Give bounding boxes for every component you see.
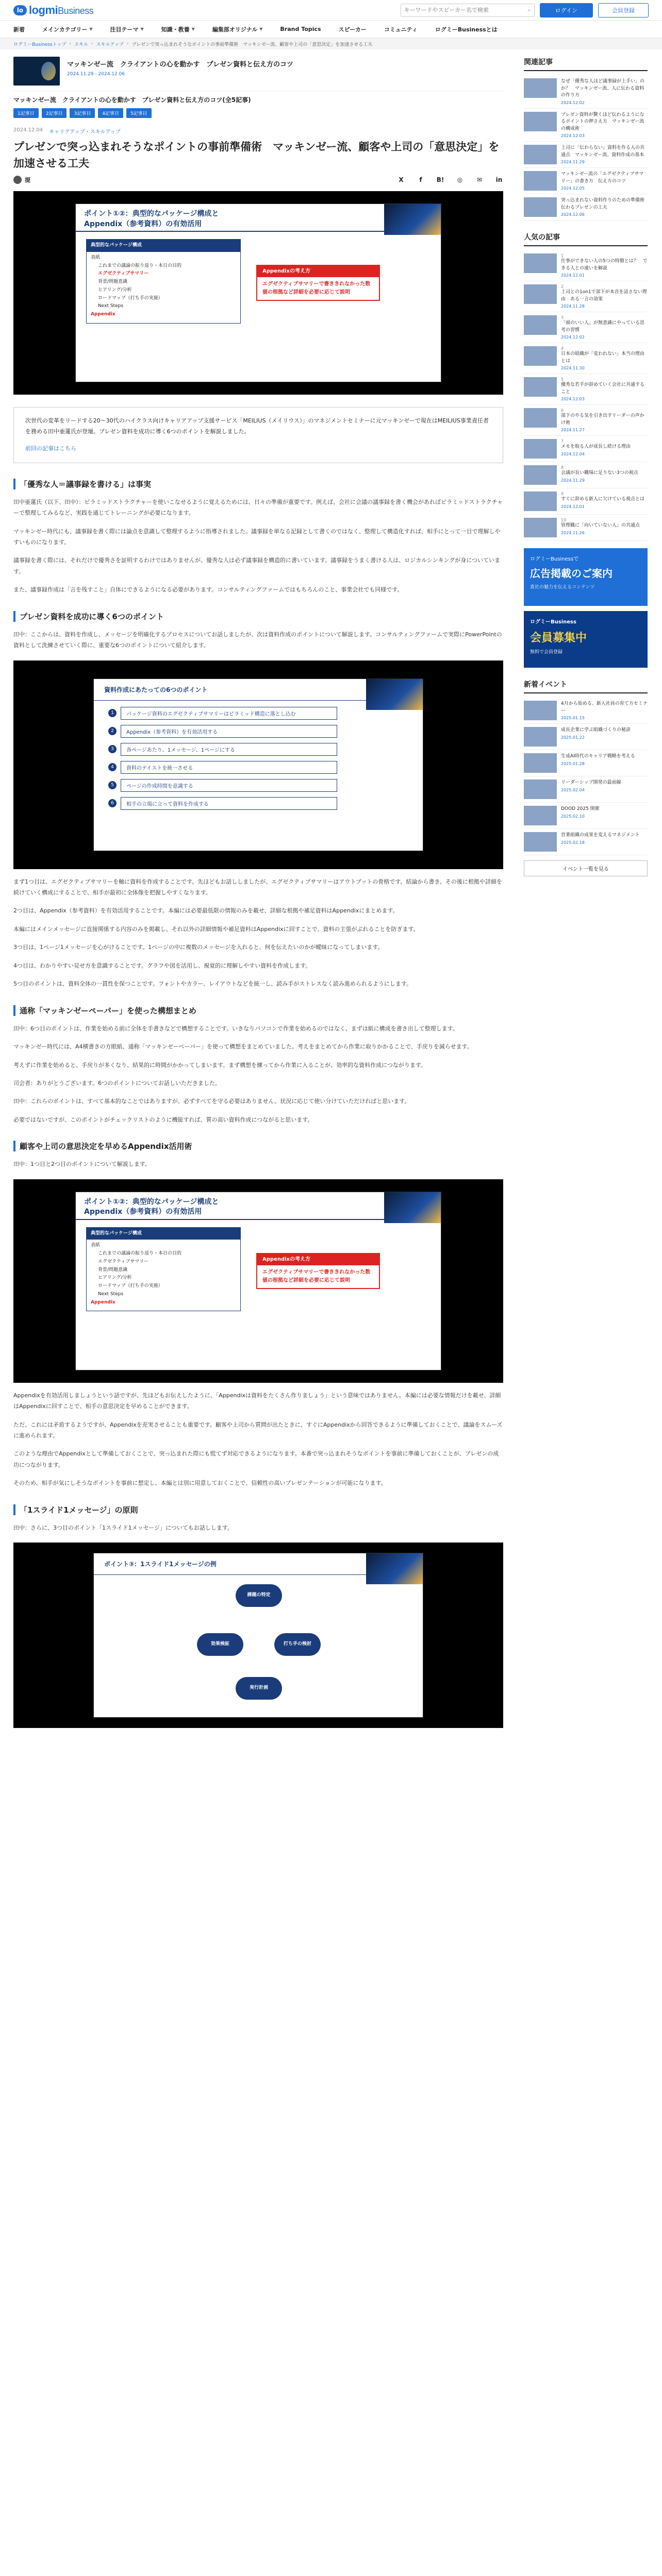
- paragraph: 田中亜蓮氏（以下、田中）：ピラミッドストラクチャーを使いこなせるように覚えるためには、日々の準備が重要です。例えば、会社に会議の議事録を書く機会があればピラミッドストラクチャーで整理してみるなど、実践を通じてトレーニングが必要になります。: [13, 498, 503, 517]
- thumbnail: [524, 727, 557, 747]
- speaker-photo: [384, 204, 441, 235]
- thumbnail: [524, 832, 557, 852]
- article-title: プレゼンで突っ込まれそうなポイントの事前準備術 マッキンゼー流、顧客や上司の「意思決定」を加速させる工夫: [13, 141, 500, 170]
- thumbnail: [524, 315, 557, 335]
- thumbnail: [524, 806, 557, 825]
- paragraph: 田中：これらのポイントは、すべて基本的なことではありますが、必ずすべてを守る必要はありません。状況に応じて使い分けていただければと思います。: [13, 1098, 410, 1105]
- mail-share-icon[interactable]: ✉: [476, 176, 483, 183]
- nav-about[interactable]: ログミーBusinessとは: [435, 26, 498, 33]
- nav-themes[interactable]: 注目テーマ ▼: [110, 26, 144, 33]
- popular-item[interactable]: 1 仕事ができない人の5つの特徴とは？ できる人との違いを解説 2024.12.01: [524, 250, 648, 281]
- section-heading: プレゼン資料を成功に導く6つのポイント: [13, 611, 503, 622]
- search-icon[interactable]: ⌕: [527, 6, 531, 13]
- event-item[interactable]: 4月から始める、新入社員の育て方セミナー 2025.01.15: [524, 698, 648, 724]
- popular-item[interactable]: 2 上司との1on1で部下が本音を話さない理由 ある一言の効果 2024.11.28: [524, 281, 648, 312]
- main-nav: [0, 21, 662, 38]
- related-heading: 関連記事: [524, 57, 648, 71]
- events-heading: 新着イベント: [524, 679, 648, 693]
- thumbnail: [524, 377, 557, 397]
- author-name[interactable]: 提: [25, 177, 30, 183]
- thumbnail: [524, 701, 557, 720]
- cycle-node: 実行計画: [236, 1677, 282, 1700]
- search-input[interactable]: [404, 7, 525, 13]
- series-tag[interactable]: 1記事目: [13, 108, 39, 118]
- popular-item[interactable]: 8 会議が長い職場に足りない3つの視点 2024.11.29: [524, 462, 648, 488]
- slide-list: 典型的なパッケージ構成 表紙 これまでの議論の振り返り・本日の目的 エグゼクティブサマリー 背景/問題意識 ヒアリング/分析 ロードマップ（打ち手の実施） Next Steps Appendix: [86, 239, 241, 324]
- related-item[interactable]: 突っ込まれない資料作りのための準備術 伝わるプレゼンの工夫 2024.12.06: [524, 194, 648, 221]
- linkedin-share-icon[interactable]: in: [495, 176, 503, 183]
- facebook-share-icon[interactable]: f: [419, 176, 422, 183]
- signup-button[interactable]: 会員登録: [598, 3, 649, 18]
- series-tag[interactable]: 5記事目: [126, 108, 152, 118]
- nav-original[interactable]: 編集部オリジナル ▼: [212, 26, 263, 33]
- prev-article-link[interactable]: 前回の記事はこちら: [25, 445, 76, 452]
- login-button[interactable]: ログイン: [540, 3, 593, 18]
- paragraph: このような理由でAppendixとして準備しておくことで、突っ込まれた際にも慌てず対応できるようになります。本番で突っ込まれそうなポイントを事前に準備しておくことが、プレゼンの成功につながります。: [13, 1450, 499, 1468]
- slide-list: 典型的なパッケージ構成 表紙 これまでの議論の振り返り・本日の目的 エグゼクティブサマリー 背景/問題意識 ヒアリング/分析 ロードマップ（打ち手の実施） Next Steps Appendix: [86, 1227, 241, 1312]
- thumbnail: [524, 346, 557, 366]
- paragraph: 田中：6つ目のポイントは、作業を始める前に全体を手書きなどで構想することです。いきなりパソコンで作業を始めるのではなく、まずは紙に構成を書き出して整理します。: [13, 1025, 458, 1032]
- ad-banner[interactable]: ログミーBusinessで 広告掲載のご案内 貴社の魅力を伝えるコンテンツ: [524, 548, 648, 606]
- paragraph: 3つ目は、1ページ1メッセージを心がけることです。1ページの中に複数のメッセージを入れると、何を伝えたいのかが曖昧になってしまいます。: [13, 944, 384, 951]
- cycle-node: 打ち手の検討: [274, 1633, 321, 1656]
- sidebar: [524, 57, 648, 1728]
- paragraph: まず1つ目は、エグゼクティブサマリーを軸に資料を作成することです。先ほどもお話ししましたが、エグゼクティブサマリーはアウトプットの骨格です。結論から書き、その後に根拠や詳細を続けていく構成にすることで、相手が最初に全体像を把握しやすくなります。: [13, 878, 502, 896]
- series-tag[interactable]: 2記事目: [42, 108, 67, 118]
- line-share-icon[interactable]: ◎: [457, 176, 463, 183]
- thumbnail: [524, 465, 557, 485]
- popular-item[interactable]: 6 部下のやる気を引き出すリーダーの声かけ術 2024.11.27: [524, 405, 648, 436]
- popular-item[interactable]: 4 日本の組織が「変われない」本当の理由とは 2024.11.30: [524, 343, 648, 374]
- series-tag[interactable]: 4記事目: [98, 108, 123, 118]
- speaker-photo: [384, 1192, 441, 1223]
- breadcrumb-skillup[interactable]: スキルアップ: [96, 42, 124, 47]
- chevron-down-icon: ▼: [89, 27, 93, 31]
- logo-mark-icon: lo: [13, 5, 27, 15]
- slide-image: [13, 1543, 503, 1728]
- search-box[interactable]: [401, 4, 535, 17]
- breadcrumb-current: プレゼンで突っ込まれそうなポイントの事前準備術 マッキンゼー流、顧客や上司の「意思決定」を加速させる工夫: [131, 42, 373, 47]
- thumbnail: [524, 284, 557, 304]
- speaker-photo: [366, 1553, 423, 1584]
- speaker-photo: [366, 679, 423, 710]
- paragraph: 議事録を書く際には、それだけで優秀さを証明するわけではありませんが、優秀な人は必ず議事録を構造的に書いています。議事録をうまく書ける人は、ロジカルシンキングが身についています。: [13, 557, 501, 575]
- avatar[interactable]: [13, 176, 22, 184]
- series-link[interactable]: マッキンゼー流 クライアントの心を動かす プレゼン資料と伝え方のコツ(全5記事): [13, 96, 251, 104]
- paragraph: 司会者：ありがとうございます。6つのポイントについてお話しいただきました。: [13, 1079, 221, 1087]
- event-item[interactable]: 生成AI時代のキャリア戦略を考える 2025.01.28: [524, 750, 648, 776]
- paragraph: 5つ目のポイントは、資料全体の一貫性を保つことです。フォントやカラー、レイアウトなどを統一し、読み手がストレスなく読み進められるようにします。: [13, 980, 412, 988]
- article-main: [13, 57, 503, 1728]
- paragraph: 考えずに作業を始めると、手戻りが多くなり、結果的に時間がかかってしまいます。まず構想を練ってから作業に入ることが、効率的な資料作成につながります。: [13, 1061, 427, 1069]
- breadcrumb-home[interactable]: ログミーBusinessトップ: [13, 42, 67, 47]
- breadcrumb: ログミーBusinessトップ › スキル › スキルアップ › プレゼンで突っ込まれそうなポイントの事前準備術 マッキンゼー流、顧客や上司の「意思決定」を加速させる工夫: [0, 38, 662, 49]
- hatena-share-icon[interactable]: B!: [436, 176, 444, 183]
- series-card[interactable]: [13, 57, 503, 91]
- x-share-icon[interactable]: X: [399, 176, 404, 183]
- event-item[interactable]: リーダーシップ開発の最前線 2025.02.04: [524, 776, 648, 803]
- article-summary: 次世代の変革をリードする20〜30代のハイクラス向けキャリアアップ支援サービス「MEILIUS（メイリウス）」のマネジメントセミナーに元マッキンゼーで現在はMEILIUS事業責任者を務める田中亜蓮氏が登壇。プレゼン資料を成功に導く6つのポイントを解説しました。 前回の記事はこちら: [13, 407, 503, 463]
- paragraph: 田中：さらに、3つ目のポイント「1スライド1メッセージ」についてもお話しします。: [13, 1524, 233, 1531]
- nav-community[interactable]: コミュニティ: [384, 26, 418, 33]
- logo-text: logmiBusiness: [29, 3, 94, 16]
- related-item[interactable]: プレゼン資料が驚くほど伝わるようになるポイントの押さえ方 マッキンゼー流の構成術 2024.12.03: [524, 109, 648, 142]
- series-tag[interactable]: 3記事目: [70, 108, 95, 118]
- thumbnail: [524, 171, 557, 191]
- thumbnail: [524, 112, 557, 131]
- article-category[interactable]: キャリアアップ・スキルアップ: [49, 129, 121, 135]
- slide-image: [13, 1179, 503, 1383]
- nav-main-category[interactable]: メインカテゴリー ▼: [42, 26, 93, 33]
- paragraph: また、議事録作成は「言を残すこと」自体にできるようになる必要があります。コンサルティングファームではもちろんのこと、事業会社でも同様です。: [13, 586, 403, 594]
- nav-speakers[interactable]: スピーカー: [338, 26, 367, 33]
- nav-new[interactable]: 新着: [13, 26, 25, 33]
- section-heading: 「優秀な人＝議事録を書ける」は事実: [13, 479, 503, 489]
- member-banner[interactable]: ログミーBusiness 会員募集中 無料で会員登録: [524, 611, 648, 668]
- thumbnail: [524, 145, 557, 164]
- popular-heading: 人気の記事: [524, 232, 648, 246]
- cycle-node: 効果検証: [197, 1633, 243, 1656]
- paragraph: 必要ではないですが、このポイントがチェックリストのように機能すれば、質の高い資料作成につながると思います。: [13, 1116, 313, 1123]
- slide-image: 資料作成にあたっての6つのポイント 1 パッケージ資料のエグゼクティブサマリーはピラミッド構造に落とし込む 2 Appendix（参考資料）を有効活用する 3 各ページあたり、1メッセージ、1ページにする 4 資料のテイストを統一させる 5 ページの作成時間を意識する 6 相手の立場に立って資料を作成する: [13, 660, 503, 869]
- paragraph: Appendixを有効活用しましょうという話ですが、先ほどもお伝えしたように、「Appendixは資料をたくさん作りましょう」という意味ではありません。本編には必要な情報だけを載せ、詳細はAppendixに回すことで、相手の意思決定を早めることができます。: [13, 1392, 501, 1410]
- popular-item[interactable]: 7 メモを取る人が成長し続ける理由 2024.12.04: [524, 436, 648, 462]
- paragraph: マッキンゼー時代にも、議事録を書く際には論点を意識して整理するように指導されました。議事録を単なる記録として書くのではなく、整理して構造化すれば、相手にとって一目で理解しやすいものになります。: [13, 528, 501, 546]
- chevron-down-icon: ▼: [191, 27, 195, 31]
- cycle-node: 課題の特定: [236, 1584, 282, 1607]
- slide-title: ポイント①②：典型的なパッケージ構成と Appendix（参考資料）の有効活用: [76, 204, 441, 232]
- top-bar: [0, 0, 662, 21]
- event-item[interactable]: 営業組織の成果を変えるマネジメント 2025.02.18: [524, 829, 648, 855]
- popular-item[interactable]: 3 「頭のいい人」が無意識にやっている思考の習慣 2024.12.02: [524, 312, 648, 343]
- event-item[interactable]: 成長企業に学ぶ組織づくりの秘訣 2025.01.22: [524, 724, 648, 750]
- paragraph: ただ、これには矛盾するようですが、Appendixを充実させることも重要です。顧客や上司から質問が出たときに、すぐにAppendixから回答できるように準備しておくことで、議論をスムーズに進められます。: [13, 1421, 503, 1439]
- paragraph: 2つ目は、Appendix（参考資料）を有効活用することです。本編には必要最低限の情報のみを載せ、詳細な根拠や補足資料はAppendixにまとめます。: [13, 907, 399, 914]
- series-title: マッキンゼー流 クライアントの心を動かす プレゼン資料と伝え方のコツ: [67, 61, 294, 69]
- thumbnail: [524, 408, 557, 428]
- series-tags: [13, 108, 503, 118]
- related-item[interactable]: なぜ「優秀な人ほど議事録が上手い」のか？ マッキンゼー流、人に伝わる資料の作り方 2024.12.02: [524, 75, 648, 109]
- paragraph: そのため、相手が気にしそうなポイントを事前に想定し、本編とは別に用意しておくことで、信頼性の高いプレゼンテーションが可能になります。: [13, 1480, 387, 1487]
- paragraph: マッキンゼー時代には、A4横書きの方眼紙、通称「マッキンゼーペーパー」を使って構想をまとめていました。考えをまとめてから作業に取りかかることで、手戻りを減らせます。: [13, 1043, 473, 1050]
- thumbnail: [524, 779, 557, 799]
- chevron-down-icon: ▼: [140, 27, 144, 31]
- thumbnail: [524, 518, 557, 537]
- paragraph: 本編にはメインメッセージに直接関係する内容のみを掲載し、それ以外の詳細情報や補足資料はAppendixに回すことで、資料の主張がぶれることを防ぎます。: [13, 925, 419, 933]
- related-item[interactable]: マッキンゼー流の「エグゼクティブサマリー」の書き方 伝え方のコツ 2024.12.05: [524, 168, 648, 194]
- series-thumbnail: [13, 57, 60, 86]
- thumbnail: [524, 439, 557, 459]
- slide-callout: Appendixの考え方 エグゼクティブサマリーで書ききれなかった数値の根拠など詳細を必要に応じて説明: [256, 1253, 380, 1289]
- slide-title: ポイント①②：典型的なパッケージ構成と Appendix（参考資料）の有効活用: [76, 1192, 441, 1220]
- thumbnail: [524, 78, 557, 98]
- section-heading: 顧客や上司の意思決定を早めるAppendix活用術: [13, 1141, 503, 1151]
- slide-title: ポイント③：1スライド1メッセージの例: [94, 1553, 423, 1575]
- slide-title: 資料作成にあたっての6つのポイント: [94, 679, 423, 701]
- popular-item[interactable]: 5 優秀な若手が辞めていく会社に共通すること 2024.12.03: [524, 374, 648, 405]
- breadcrumb-skill[interactable]: スキル: [74, 42, 88, 47]
- section-heading: 通称「マッキンゼーペーパー」を使った構想まとめ: [13, 1005, 503, 1016]
- thumbnail: [524, 197, 557, 217]
- section-heading: 「1スライド1メッセージ」の原則: [13, 1504, 503, 1515]
- event-item[interactable]: DOOD 2025 開催 2025.02.10: [524, 803, 648, 829]
- article-date: 2024.12.04: [13, 127, 43, 133]
- events-more-button[interactable]: イベント一覧を見る: [524, 860, 648, 876]
- series-date: 2024.11.29 - 2024.12.06: [67, 72, 125, 77]
- popular-item[interactable]: 9 すぐに辞める新人に欠けている視点とは 2024.12.01: [524, 488, 648, 515]
- paragraph: 田中：ここからは、資料を作成し、メッセージを明確化するプロセスについてお話しましたが、次は資料作成のポイントについて解説します。コンサルティングファームで実際にPowerPointの資料として洗練させていく際に、重要な6つのポイントについて紹介します。: [13, 631, 502, 649]
- thumbnail: [524, 253, 557, 273]
- related-item[interactable]: 上司に「伝わらない」資料を作る人の共通点 マッキンゼー流、資料作成の基本 2024.11.29: [524, 142, 648, 168]
- popular-item[interactable]: 10 管理職に「向いていない人」の共通点 2024.11.26: [524, 515, 648, 541]
- nav-knowledge[interactable]: 知識・教養 ▼: [161, 26, 195, 33]
- thumbnail: [524, 492, 557, 511]
- slide-callout: Appendixの考え方 エグゼクティブサマリーで書ききれなかった数値の根拠など詳細を必要に応じて説明: [256, 265, 380, 301]
- thumbnail: [524, 753, 557, 773]
- paragraph: 田中：1つ目と2つ目のポイントについて解説します。: [13, 1161, 151, 1168]
- site-logo[interactable]: [13, 4, 93, 17]
- paragraph: 4つ目は、わかりやすい見せ方を意識することです。グラフや図を活用し、視覚的に理解しやすい資料を作成します。: [13, 962, 311, 969]
- chevron-down-icon: ▼: [259, 27, 263, 31]
- cycle-diagram: [197, 1584, 321, 1708]
- slide-image: [13, 191, 503, 395]
- nav-brand-topics[interactable]: Brand Topics: [280, 26, 321, 32]
- share-buttons: [397, 176, 503, 184]
